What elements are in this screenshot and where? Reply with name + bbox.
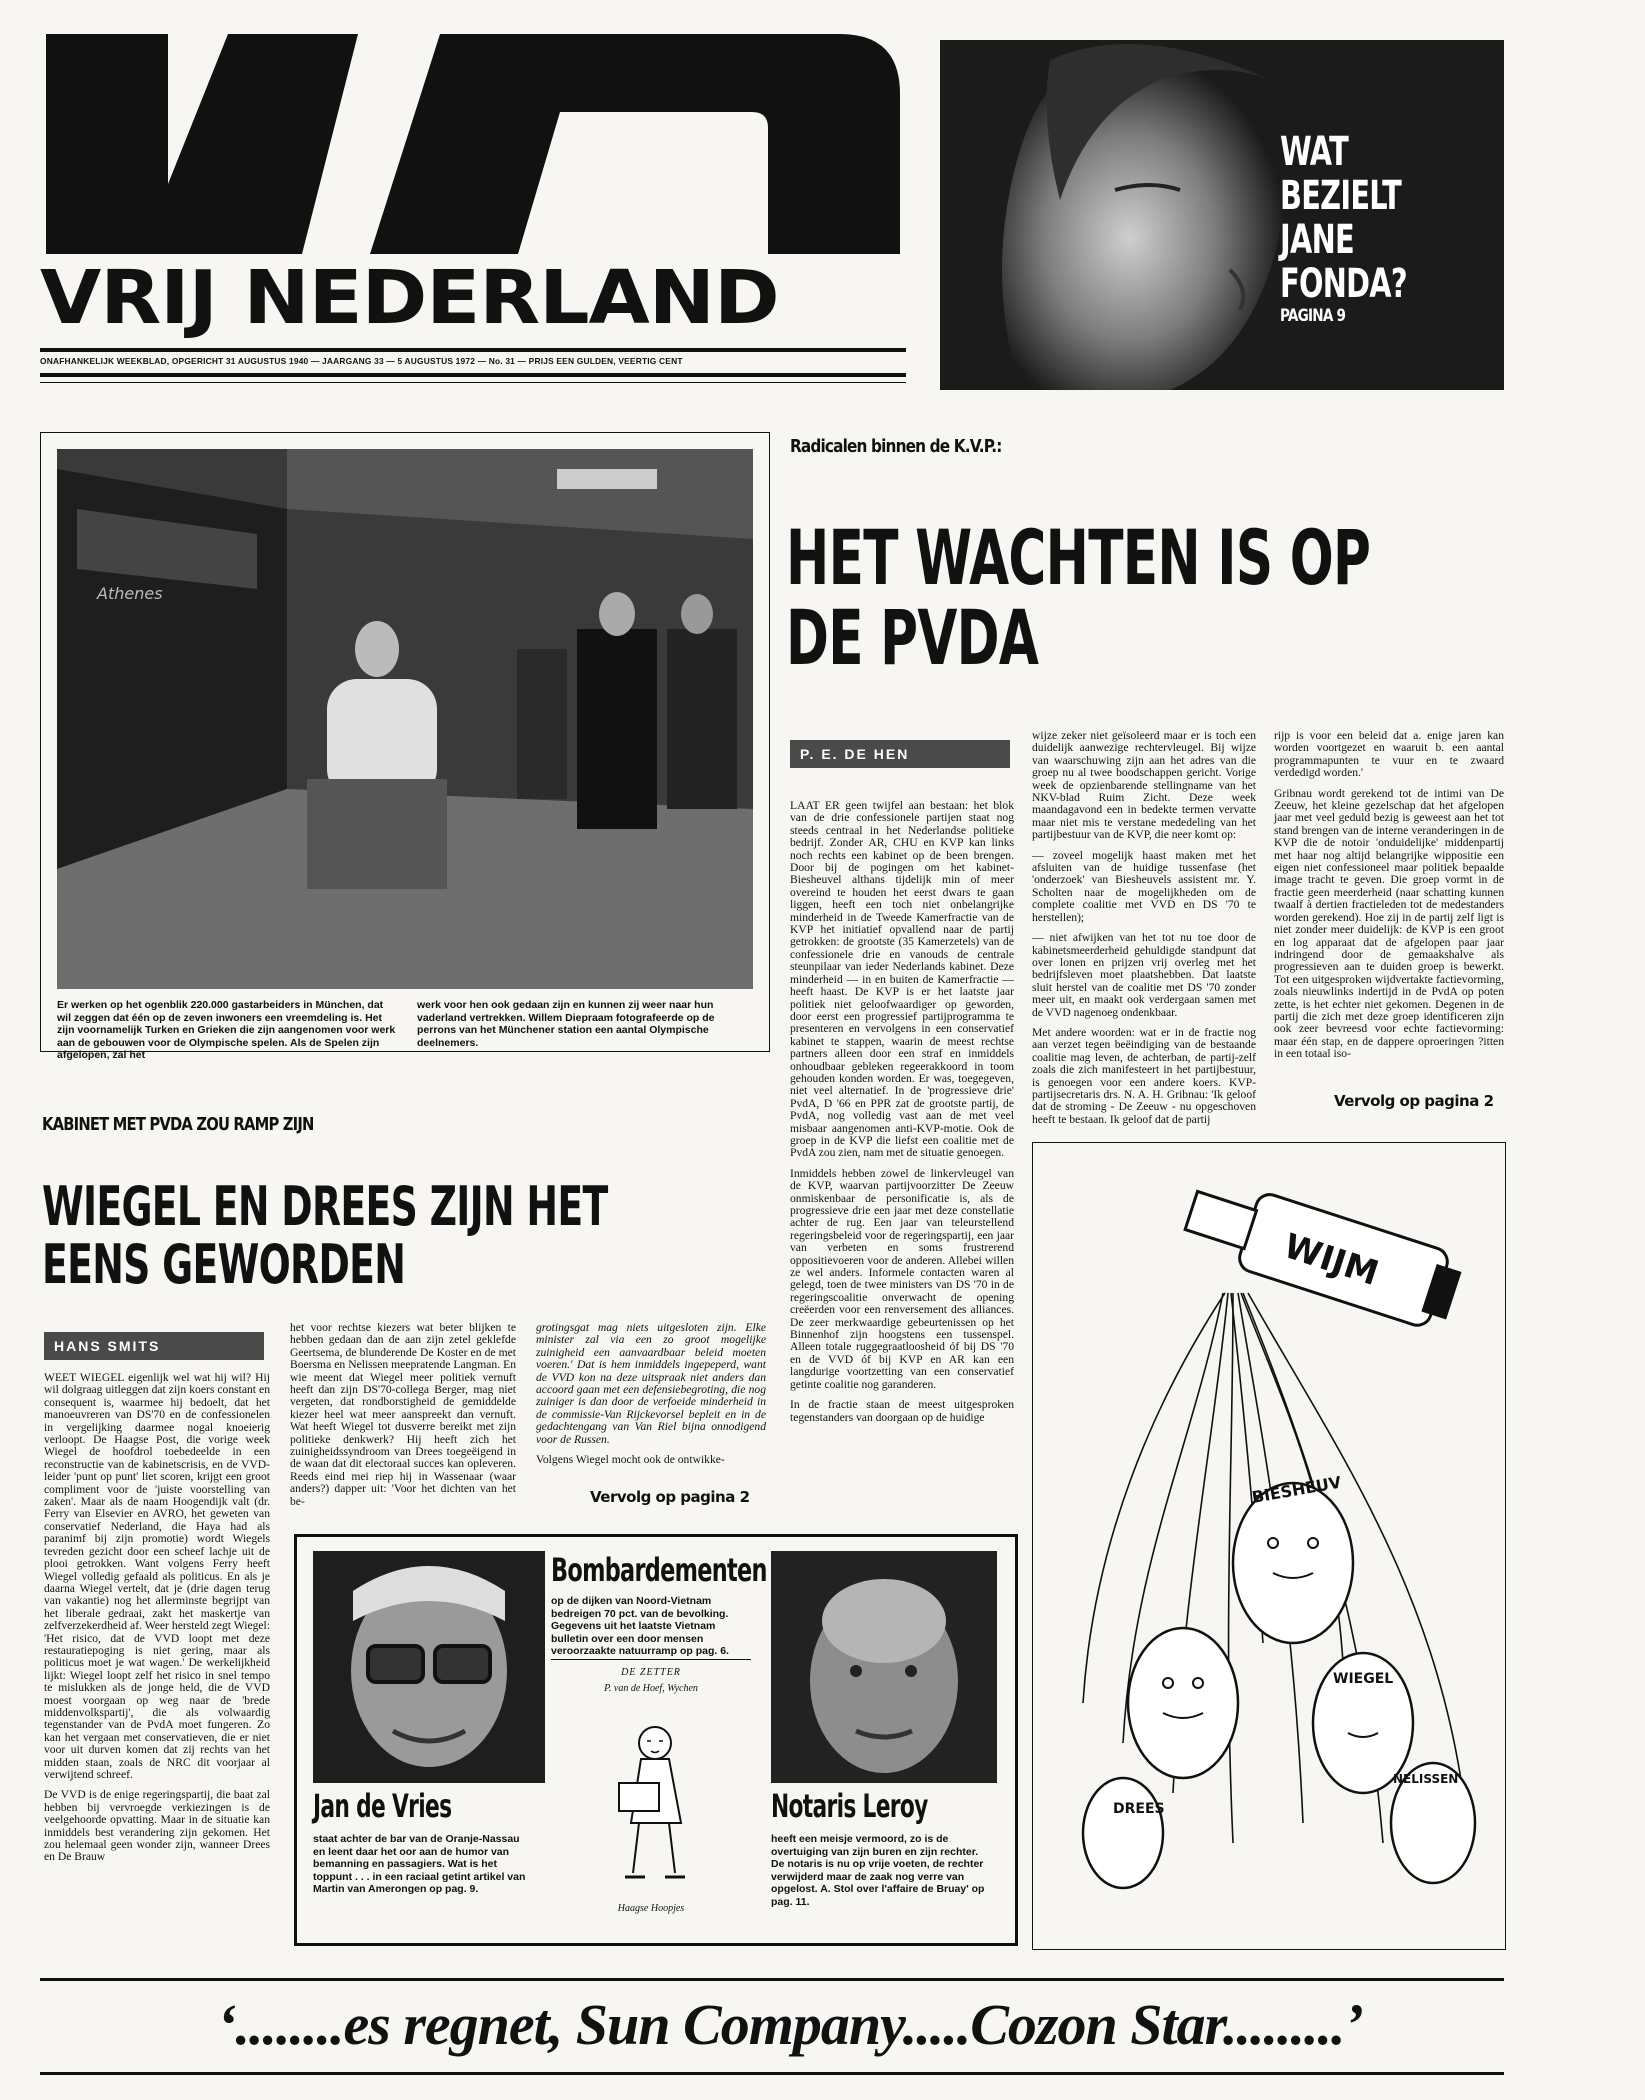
jan-de-vries-text: staat achter de bar van de Oranje-Nassau en leent daar het oor aan de humor van bemanning en passagiers. Wat is het toppunt . . . in een raciaal getint artikel van Martin van Amerongen op pag. 9. bbox=[313, 1833, 526, 1895]
kvp-col1-p2: Inmiddels hebben zowel de linkervleugel van de KVP, waarvan partijvoorzitter De Zeeuw onmiskenbaar de personificatie is, als de progressieve drie een jaar met deze constellatie achter de rug. Een jaar van teleurstellend regeringsbeleid voor de regeringspartij, een jaar van verbeten en soms frustrerend oppositievoeren voor de anderen. Allebei willen ze wel anders. Informele contacten waren al gelegd, toen de twee ministers van DS '70 in de regeringscoalitie onverwacht de opening creëerden voor een renversement des alliances. De zeer merkwaardige gebeurtenissen op het Binnenhof zijn hoogstens een tussenspel. Alleen totale ruggegraatloosheid óf bij DS '70 en de VVD óf bij KVP en AR kan een langdurige voortzetting van een conservatief getinte coalitie nog garanderen. bbox=[790, 1166, 1014, 1391]
zetter-author: P. van de Hoef, Wychen bbox=[604, 1683, 698, 1694]
wiegel-headline-line-2: EENS GEWORDEN bbox=[42, 1233, 406, 1296]
vn-logo bbox=[40, 28, 906, 260]
kvp-headline-line-2: DE PVDA bbox=[786, 593, 1039, 682]
bombardementen-title[interactable]: Bombardementen bbox=[551, 1551, 767, 1589]
notaris-leroy-photo bbox=[771, 1551, 997, 1783]
masthead-rule-thin bbox=[40, 382, 906, 383]
teaser-line-1: WAT bbox=[1280, 129, 1349, 175]
wiegel-col1-p2: De VVD is de enige regeringspartij, die baat zal hebben bij vervroegde verkiezingen is de veelgehoorde opvatting. Maar in de situatie kan inmiddels best verandering zijn gekomen. Het zou helemaal geen wonder zijn, wanneer Drees en De Brauw bbox=[44, 1788, 270, 1864]
svg-text:Athenes: Athenes bbox=[97, 584, 163, 603]
kvp-col-2 bbox=[1032, 730, 1256, 1130]
wiegel-col-3 bbox=[536, 1322, 766, 1492]
jan-de-vries-name[interactable]: Jan de Vries bbox=[313, 1787, 452, 1825]
photo-caption-right: werk voor hen ook gedaan zijn en kunnen zij weer naar hun vaderland vertrekken. Willem Diepraam fotografeerde op de perrons van het Münchener station een aantal Olympische deelnemers. bbox=[417, 999, 715, 1049]
wiegel-col-1 bbox=[44, 1372, 270, 1932]
zetter-title: DE ZETTER bbox=[621, 1667, 681, 1678]
jan-de-vries-photo bbox=[313, 1551, 545, 1783]
kvp-col1-p1: LAAT ER geen twijfel aan bestaan: het blok van de drie confessionele partijen staat nog steeds centraal in het Nederlandse politieke bedrijf. Zonder AR, CHU en KVP kan links noch rechts een kabinet op de been brengen. Door bij de pogingen om het kabinet-Biesheuvel althans tijdelijk min of meer overeind te houden het eerst dwars te gaan liggen, heeft een toch niet onbelangrijke minderheid in de Tweede Kamerfractie van de KVP het initiatief opvallend naar de partij getrokken: de grootste (35 Kamerzetels) van de confessionele drie en vanouds de centrale steunpilaar van ieder Nederlands kabinet. Deze minderheid — in en buiten de Kamerfractie — heeft haast. De KVP is er het laatste jaar politiek niet geloofwaardiger op geworden, door eerst een progressief partijprogramma te presenteren en vervolgens in een conservatief kabinet te stappen, waarin de meest rechtse partners alleen door een straf en inmiddels onhoudbaar gebleken regeerakkoord in toom gehouden konden worden. Er was, toegegeven, niet veel alternatief. In de 'progressieve drie' PvdA, D '66 en PPR zat de grootste partij, de PvdA, nog volledig vast aan de met veel misbaar aangenomen anti-KVP-motie. Ook de groep in de KVP die liefst een coalitie met de PvdA zou zien, nam met de situatie genoegen. bbox=[790, 799, 1014, 1160]
teaser-line-2: BEZIELT bbox=[1280, 173, 1402, 219]
label-drees: DREES bbox=[1113, 1801, 1165, 1817]
label-biesheuvel: BIESHEUV bbox=[1250, 1472, 1343, 1507]
kvp-col2-p2: — zoveel mogelijk haast maken met het afsluiten van de huidige tussenfase (het 'onderzoek' van Biesheuvels assistent mr. Y. Scholten naar de mogelijkheden om de complete coalitie met VVD en DS '70 te herstellen); bbox=[1032, 848, 1256, 924]
teaser-box bbox=[294, 1534, 1018, 1946]
wiegel-col1-p1: WEET WIEGEL eigenlijk wel wat hij wil? Hij wil dolgraag uitleggen dat zijn koers constant en consequent is, waarmee hij bedoelt, dat het manoeuvreren van DS'70 en de confessionelen in vergelijking daarmee nogal knoeierig verloopt. De Haagse Post, die vorige week Wiegel de hoofdrol toebedeelde in een reconstructie van de kabinetscrisis, en de VVD-leider 'punt op punt' liet scoren, krijgt een groot compliment voor de 'juiste voorstelling van zaken'. Maar als de naam Hoogendijk valt (dr. Ferry van Elsevier en AVRO, het geweten van conservatief Nederland, die Haya had als paranimf bij zijn promotie) wordt Wiegels tevreden gezicht door een scheef lachje uit de plooi getrokken. Want volgens Ferry heeft Wiegel volledig gefaald als politicus. En als je daarna Wiegel vertelt, dat je (drie dagen terug van vakantie) nog het allerminste begrijpt van het liberale gedraai, zakt het maskertje van zelfverzekerdheid af. Weer hersteld zegt Wiegel: 'Het risico, dat de VVD loopt met deze restauratiepoging is niet gering, maar als politicus moet je wat wagen.' De werkelijkheid lijkt: Wiegel loopt zelf het risico in snel tempo te mislukken als de jonge held, die de VVD moest voorgaan op weg naar de 'brede middenvolkspartij', die als volwaardig tegenstander van de PvdA moet fungeren. Zo kan het vergaan met conservatieven, die er niet voor uit durven komen dat zij rechts van het midden staan, zoals de NRC dit voorjaar al verwijtend schreef. bbox=[44, 1371, 270, 1781]
teaser-jane-fonda[interactable] bbox=[940, 40, 1504, 390]
teaser-line-4: FONDA? bbox=[1280, 261, 1407, 307]
footer-ad[interactable]: ‘........es regnet, Sun Company.....Cozon Star.........’ bbox=[217, 1992, 1363, 2057]
notaris-leroy-name[interactable]: Notaris Leroy bbox=[771, 1787, 928, 1825]
wiegel-headline-line-1: WIEGEL EN DREES ZIJN HET bbox=[42, 1175, 608, 1238]
cartoon-frame bbox=[1032, 1142, 1506, 1950]
kvp-headline[interactable] bbox=[786, 513, 1645, 682]
station-photo bbox=[57, 449, 753, 989]
wiegel-vervolg[interactable]: Vervolg op pagina 2 bbox=[590, 1488, 750, 1506]
zetter-cartoon bbox=[611, 1713, 695, 1889]
kvp-col3-p2: Gribnau wordt gerekend tot de intimi van De Zeeuw, het kleine gezelschap dat het afgelopen jaar met veel geduld bezig is geweest aan het tot stand brengen van de interne veranderingen in de KVP die de notoir 'onduidelijke' middenpartij met haar nog altijd belangrijke wippositie een eigen niet confessioneel maar politiek bepaalde image tracht te geven. Die groep vormt in de fractie geen meerderheid (naar schatting kunnen twaalf à dertien fractieleden tot de medestanders worden gerekend). Hoe zij in de partij zelf ligt is niet zonder meer duidelijk: de KVP is een groot en log apparaat dat de afgelopen paar jaar indringend door de gemaakshalve als progressieven aan te duiden groep is bewerkt. Tot een uitgesproken wijdvertakte factievorming, zoals nieuwlinks indertijd in de PvdA op poten zette, is het echter niet gekomen. Degenen in de partij die zich met deze groep identificeren zijn ook zeer bevreesd voor echte factievorming: maar één stap, en de dappere oproeringen ?itten in een totaal iso- bbox=[1274, 786, 1504, 1061]
kvp-col-3 bbox=[1274, 730, 1504, 1110]
kvp-byline: P. E. DE HEN bbox=[790, 740, 1010, 768]
zetter-caption: Haagse Hoopjes bbox=[617, 1903, 685, 1914]
kvp-vervolg[interactable]: Vervolg op pagina 2 bbox=[1334, 1092, 1494, 1110]
wiegel-col2-p1: het voor rechtse kiezers wat beter blijken te hebben gedaan dan de aan zijn zetel geklefde Geertsema, de blunderende De Koster en de met Boersma en Nelissen meepratende Langman. En wie meent dat Wiegel meer politiek vernuft heeft dan zijn DS'70-collega Berger, mag niet vergeten, dat rondborstigheid de gemiddelde kiezer heel wat meer aanspreekt dan vernuft. Wat heeft Wiegel tot dusverre bereikt met zijn politieke denkwerk? Hij heeft zich het zuinigheidssyndroom van Drees toegeëigend in de waan dat dit electoraal succes kan opleveren. Reeds eind mei riep hij in Wassenaar (waar anders?) dapper uit: 'Voor het dichten van het be- bbox=[290, 1321, 516, 1508]
kvp-kicker: Radicalen binnen de K.V.P.: bbox=[790, 436, 1002, 457]
kvp-col3-p1: rijp is voor een beleid dat a. enige jaren kan worden voortgezet en waaruit b. een aantal programmapunten te vuur en te zwaard verdedigd worden.' bbox=[1274, 729, 1504, 780]
label-nelissen: NELISSEN bbox=[1393, 1772, 1459, 1786]
footer-rule-bottom bbox=[40, 2072, 1504, 2075]
wiegel-col-2 bbox=[290, 1322, 516, 1522]
kvp-col2-p3: — niet afwijken van het tot nu toe door de kabinetsmeerderheid gehuldigde standpunt dat over lonen en prijzen vrij overleg met het bedrijfsleven moet plaatshebben. Dat laatste sluit herstel van de coalitie met DS '70 zonder meer uit, en maakt ook verdergaan samen met de VVD nagenoeg ondenkbaar. bbox=[1032, 931, 1256, 1019]
bottle-label: WIJM bbox=[1279, 1226, 1384, 1295]
notaris-leroy-text: heeft een meisje vermoord, zo is de overtuiging van zijn buren en zijn rechter. De notaris is nu op vrije voeten, de rechter verwijderd maar de zaak nog verre van opgelost. A. Stol over l'affaire de Bruay' op pag. 11. bbox=[771, 1833, 985, 1908]
label-wiegel: WIEGEL bbox=[1333, 1671, 1394, 1687]
teaser-page: PAGINA 9 bbox=[1280, 306, 1346, 326]
bombardementen-text: op de dijken van Noord-Vietnam bedreigen 70 pct. van de bevolking. Gegevens uit het laatste Vietnam bulletin over een door mensen veroorzaakte natuurramp op pag. 6. bbox=[551, 1595, 729, 1657]
wiegel-byline: HANS SMITS bbox=[44, 1332, 264, 1360]
photo-frame bbox=[40, 432, 770, 1061]
masthead-tagline: ONAFHANKELIJK WEEKBLAD, OPGERICHT 31 AUGUSTUS 1940 — JAARGANG 33 — 5 AUGUSTUS 1972 — No. 31 — PRIJS EEN GULDEN, VEERTIG CENT bbox=[40, 356, 683, 366]
wiegel-col3-p2: Volgens Wiegel mocht ook de ontwikke- bbox=[536, 1453, 725, 1467]
puppet-cartoon bbox=[1033, 1143, 1505, 1949]
masthead-title: VRIJ NEDERLAND bbox=[40, 255, 779, 341]
box-divider bbox=[551, 1659, 751, 1660]
kvp-col1-p3: In de fractie staan de meest uitgesproken tegenstanders van doorgaan op de huidige bbox=[790, 1398, 1014, 1424]
masthead bbox=[40, 28, 906, 400]
wiegel-col3-p1: grotingsgat mag niets uitgesloten zijn. Elke minister zal via een zo groot mogelijke zuinigheid een aanvaardbaar beleid moeten voeren.' Dat is hem inmiddels ingepeperd, want de VVD kon na deze uitspraak niet anders dan accoord gaan met een defensiebegroting, die nog zuiniger is dan door de verfoeide minderheid in de commissie-Van Rijckevorsel bepleit en in de gedachtengang van Van Riel bijna onnodigend voor de Russen. bbox=[536, 1321, 766, 1446]
kvp-headline-line-1: HET WACHTEN IS OP bbox=[786, 513, 1371, 602]
masthead-rule-bottom bbox=[40, 373, 906, 377]
teaser-line-3: JANE bbox=[1280, 217, 1354, 263]
wiegel-kicker: KABINET MET PVDA ZOU RAMP ZIJN bbox=[42, 1114, 314, 1135]
kvp-col2-p1: wijze zeker niet geïsoleerd maar er is toch een duidelijk aanwezige rechtervleugel. Bij wijze van waarschuwing zijn aan het adres van die groep nu al twee boodschappen gericht. Vorige week de opzienbarende stellingname van het NKV-blad Ruim Zicht. Deze week maandagavond een in bedekte termen vervatte maar niet mis te verstane mededeling van het partijbestuur van de KVP, die neer komt op: bbox=[1032, 729, 1256, 842]
photo-caption-left: Er werken op het ogenblik 220.000 gastarbeiders in München, dat wil zeggen dat één op de zeven inwoners een vreemdeling is. Het zijn voornamelijk Turken en Grieken die zijn aangenomen voor werk aan de gebouwen voor de Olympische spelen. Als de Spelen zijn afgelopen, zal het bbox=[57, 999, 396, 1061]
kvp-col2-p4: Met andere woorden: wat er in de fractie nog aan verzet tegen beëindiging van de bestaande coalitie mag leven, de achterban, de partij-zelf zoals die zich manifesteert in het partijbestuur, is genoegen voor een andere koers. KVP-partijsecretaris drs. N. A. H. Gribnau: 'Ik geloof dat de stroming - De Zeeuw - nu opgeschoven heeft te bestaan. Ik geloof dat de partij bbox=[1032, 1025, 1256, 1126]
footer-rule-top bbox=[40, 1978, 1504, 1981]
masthead-rule-top bbox=[40, 348, 906, 352]
wiegel-headline[interactable] bbox=[42, 1175, 850, 1296]
